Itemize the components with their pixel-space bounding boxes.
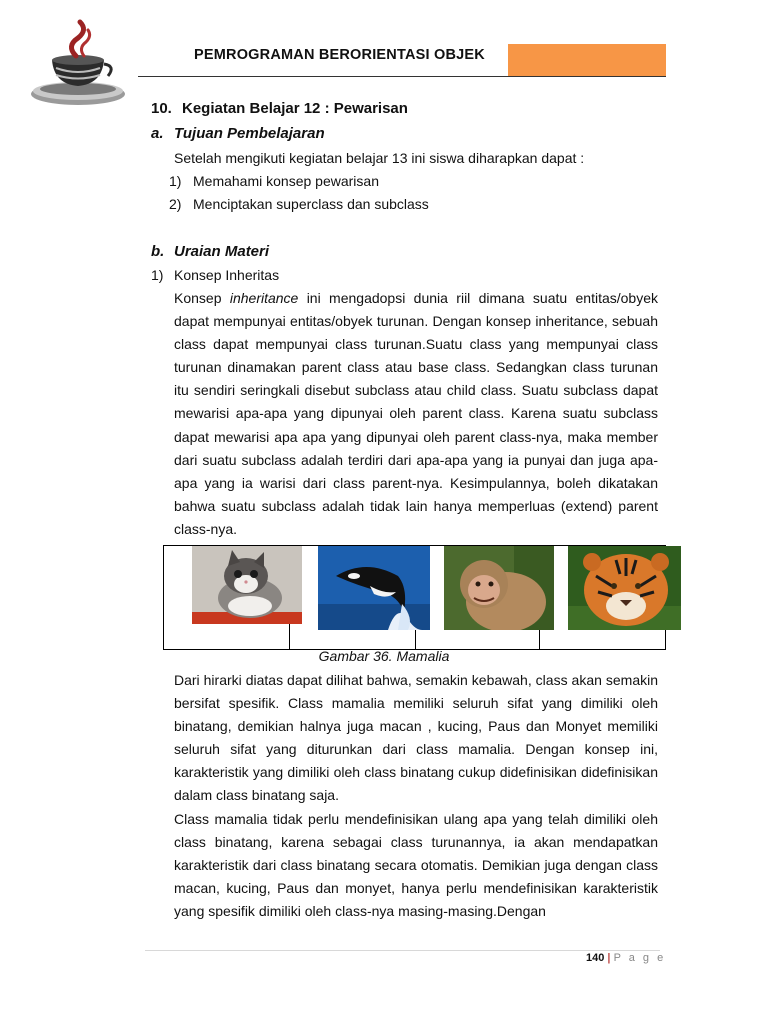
paragraph-italic-term: inheritance [229,290,299,306]
tiger-photo [568,546,681,630]
list-item: Menciptakan superclass dan subclass [193,196,429,212]
paragraph-hierarchy: Dari hirarki diatas dapat dilihat bahwa, semakin kebawah, class akan semakin bersifat spesifik. Class mamalia memiliki seluruh sifat yang dimiliki oleh binatang, demikian halnya juga macan , kucing, Paus dan Monyet memiliki seluruh sifat yang diturunkan dari class mamalia. Dengan konsep ini, karakteristik yang dimiliki oleh class binatang cukup didefinisikan didefinisikan dalam class binatang saja. [174,672,658,804]
monkey-photo [444,546,554,630]
sub-b-item-title: Konsep Inheritas [174,267,280,283]
sub-b-title: Uraian Materi [174,243,270,260]
list-item-number: 1) [169,173,182,189]
paragraph-text: ini mengadopsi dunia riil dimana suatu entitas/obyek dapat mempunyai entitas/obyek turunan. Dengan konsep inheritance, sebuah class dapat mempunyai class turunan.Suatu class yang mempunyai class turunan dinamakan parent class atau base class. Sedangkan class turunan itu sendiri seringkali disebut subclass atau child class. Suatu subclass dapat mewarisi apa-apa yang dipunyai oleh parent class. Karena suatu subclass dapat mewarisi apa apa yang dipunyai oleh parent class-nya, maka member dari suatu subclass adalah terdiri dari apa-apa yang ia punyai dan juga apa-apa yang ia warisi dari class parent-nya. Kesimpulannya, boleh dikatakan bahwa suatu subclass adalah tidak lain hanya memperluas (extend) parent class-nya. [174,290,659,537]
list-item: Memahami konsep pewarisan [193,173,379,189]
list-item-number: 2) [169,196,182,212]
section-title: Kegiatan Belajar 12 : Pewarisan [182,100,408,117]
page-label: P a g e [613,952,666,964]
page-number: 140 [586,952,605,964]
figure-caption: Gambar 36. Mamalia [318,648,450,664]
sub-b-item-number: 1) [151,267,164,283]
paragraph-inheritance [174,287,658,541]
header-accent-bar [508,44,666,76]
header-divider [138,76,666,77]
java-coffee-cup-logo-icon [28,18,128,108]
paragraph-mamalia: Class mamalia tidak perlu mendefinisikan ulang apa yang telah dimiliki oleh class binatang, karena sebagai class turunannya, ia akan mendapatkan karakteristik dari class binatang secara otomatis. Demikian juga dengan class macan, kucing, Paus dan monyet, hanya perlu mendefinisikan karakteristik yang spesifik dimiliki oleh class-nya masing-masing.Dengan [174,811,658,920]
footer-divider [145,950,660,951]
header-title: PEMROGRAMAN BERORIENTASI OBJEK [194,47,485,63]
section-number: 10. [151,100,172,117]
orca-photo [318,546,430,630]
sub-a-intro: Setelah mengikuti kegiatan belajar 13 ini siswa diharapkan dapat : [174,150,585,166]
page-footer [586,951,666,965]
page-separator: | [607,952,611,964]
kitten-photo [192,546,302,624]
sub-a-title: Tujuan Pembelajaran [174,125,325,142]
paragraph-text: Konsep [174,290,230,306]
sub-b-label: b. [151,243,165,260]
sub-a-label: a. [151,125,164,142]
